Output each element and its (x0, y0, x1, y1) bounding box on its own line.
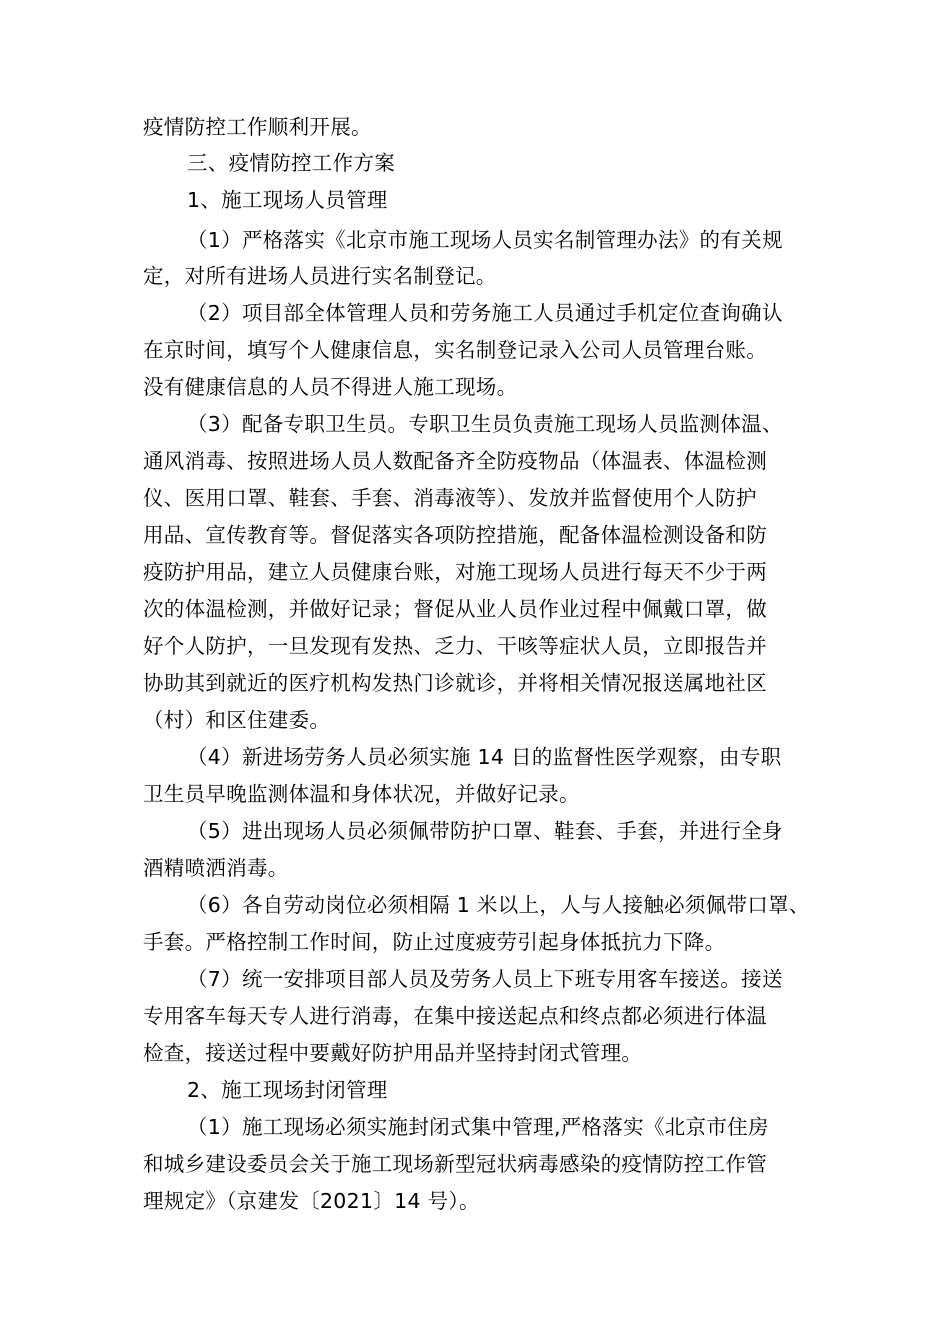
text-line: （7）统一安排项目部人员及劳务人员上下班专用客车接送。接送 (187, 967, 783, 991)
text-line: 定，对所有进场人员进行实名制登记。 (143, 264, 497, 288)
text-line: （4）新进场劳务人员必须实施 14 日的监督性医学观察，由专职 (187, 745, 782, 769)
text-line: 理规定》（京建发〔2021〕14 号）。 (143, 1189, 480, 1213)
subsection-heading: 2、施工现场封闭管理 (187, 1078, 388, 1102)
text-line: （村）和区住建委。 (143, 708, 331, 732)
text-line: （3）配备专职卫生员。专职卫生员负责施工现场人员监测体温、 (187, 412, 783, 436)
text-line: 疫防护用品，建立人员健康台账，对施工现场人员进行每天不少于两 (143, 560, 767, 584)
text-line: 酒精喷洒消毒。 (143, 856, 289, 880)
text-line: 好个人防护，一旦发现有发热、乏力、干咳等症状人员，立即报告并 (143, 634, 767, 658)
text-line: 疫情防控工作顺利开展。 (143, 115, 372, 139)
text-line: 仪、医用口罩、鞋套、手套、消毒液等）、发放并监督使用个人防护 (143, 486, 757, 510)
subsection-heading: 1、施工现场人员管理 (187, 188, 388, 212)
text-line: 卫生员早晚监测体温和身体状况，并做好记录。 (143, 782, 580, 806)
text-line: 专用客车每天专人进行消毒，在集中接送起点和终点都必须进行体温 (143, 1004, 767, 1028)
text-line: 手套。严格控制工作时间，防止过度疲劳引起身体抵抗力下降。 (143, 930, 726, 954)
text-line: （2）项目部全体管理人员和劳务施工人员通过手机定位查询确认 (187, 301, 783, 325)
section-heading: 三、疫情防控工作方案 (187, 151, 395, 175)
text-line: 用品、宣传教育等。督促落实各项防控措施，配备体温检测设备和防 (143, 523, 767, 547)
text-line: 次的体温检测，并做好记录；督促从业人员作业过程中佩戴口罩，做 (143, 597, 767, 621)
text-line: 和城乡建设委员会关于施工现场新型冠状病毒感染的疫情防控工作管 (143, 1152, 767, 1176)
text-line: 在京时间，填写个人健康信息，实名制登记录入公司人员管理台账。 (143, 338, 767, 362)
text-line: 协助其到就近的医疗机构发热门诊就诊，并将相关情况报送属地社区 (143, 671, 767, 695)
text-line: （5）进出现场人员必须佩带防护口罩、鞋套、手套，并进行全身 (187, 819, 783, 843)
text-line: 没有健康信息的人员不得进人施工现场。 (143, 375, 518, 399)
text-line: 检查，接送过程中要戴好防护用品并坚持封闭式管理。 (143, 1041, 643, 1065)
text-line: 通风消毒、按照进场人员人数配备齐全防疫物品（体温表、体温检测 (143, 449, 767, 473)
text-line: （1）严格落实《北京市施工现场人员实名制管理办法》的有关规 (187, 228, 783, 252)
text-line: （1）施工现场必须实施封闭式集中管理,严格落实《北京市住房 (187, 1115, 769, 1139)
text-line: （6）各自劳动岗位必须相隔 1 米以上，人与人接触必须佩带口罩、 (187, 893, 810, 917)
